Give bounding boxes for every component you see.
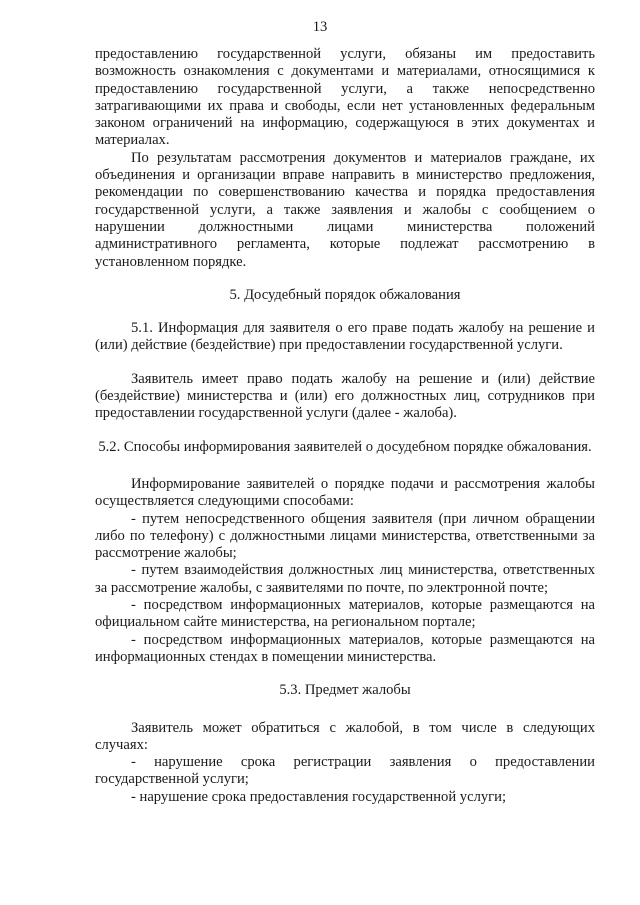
page-number: 13 (312, 19, 328, 35)
list-item: - путем непосредственного общения заявителя (при личном обращении либо по телефону) с должностными лицами министерства, ответственными за рассмотрение жалобы; (95, 510, 595, 562)
paragraph: По результатам рассмотрения документов и материалов граждане, их объединения и организации вправе направить в министерство предложения, рекомендации по совершенствованию качества и порядка предоставления государственной услуги, а также заявления и жалобы с сообщением о нарушении должностными лицами министерства положений административного регламента, которые подлежат рассмотрению в установленном порядке. (95, 149, 595, 270)
paragraph: Информирование заявителей о порядке подачи и рассмотрения жалобы осуществляется следующими способами: (95, 475, 595, 510)
list-item: - путем взаимодействия должностных лиц министерства, ответственных за рассмотрение жалобы, с заявителями по почте, по электронной почте; (95, 562, 595, 596)
paragraph: предоставлению государственной услуги, обязаны им предоставить возможность ознакомления с документами и материалами, относящимися к предоставлению государственной услуги, а также непосредственно затрагивающими их права и свободы, если нет установленных федеральным законом ограничений на информацию, содержащуюся в этих документах и материалах. (95, 46, 595, 149)
list-item: - нарушение срока регистрации заявления о предоставлении государственной услуги; (95, 754, 595, 788)
subsection-5-1: 5.1. Информация для заявителя о его праве подать жалобу на решение и (или) действие (бездействие) при предоставлении государственной услуги. (95, 320, 595, 354)
page-body (95, 46, 595, 806)
list-item: - посредством информационных материалов, которые размещаются на официальном сайте министерства, на региональном портале; (95, 597, 595, 631)
list-item: - нарушение срока предоставления государственной услуги; (131, 788, 507, 805)
paragraph: Заявитель имеет право подать жалобу на решение и (или) действие (бездействие) министерства и (или) его должностных лиц, сотрудников при предоставлении государственной услуги (далее - жалоба). (95, 370, 595, 422)
subsection-heading-5-2: 5.2. Способы информирования заявителей о досудебном порядке обжалования. (98, 438, 592, 455)
list-item: - посредством информационных материалов, которые размещаются на информационных стендах в помещении министерства. (95, 631, 595, 665)
section-heading-5: 5. Досудебный порядок обжалования (229, 286, 461, 303)
subsection-heading-5-3: 5.3. Предмет жалобы (279, 682, 411, 699)
paragraph: Заявитель может обратиться с жалобой, в том числе в следующих случаях: (95, 719, 595, 753)
